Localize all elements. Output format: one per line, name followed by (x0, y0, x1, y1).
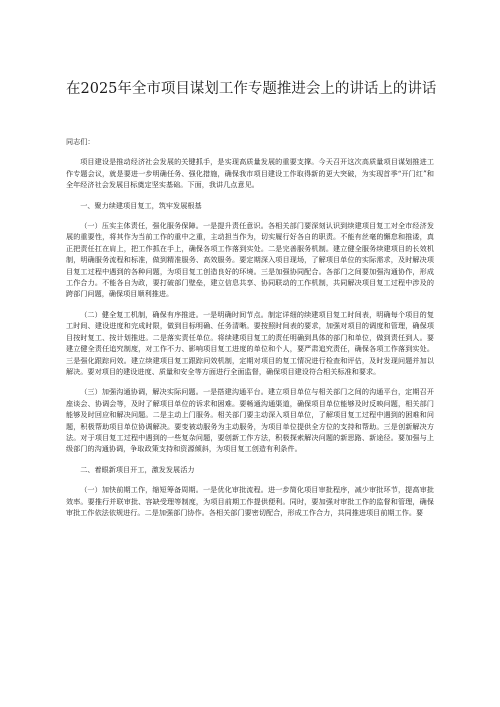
paragraph-intro: 项目建设是推动经济社会发展的关键抓手，是实现高质量发展的重要支撑。今天召开这次高质量项目谋划推进工作专题会议，就是要进一步明确任务、强化措施，确保我市项目建设工作取得新的更大突破，为实现首季“开门红”和全年经济社会发展目标奠定坚实基础。下面，我讲几点意见。 (66, 157, 434, 190)
section-heading-2: 二、着眼新项目开工，激发发展活力 (80, 464, 195, 474)
document-title: 在2025年全市项目谋划工作专题推进会上的讲话上的讲话 (66, 81, 437, 97)
paragraph-2-1: （一）加快前期工作，缩短筹备周期。一是优化审批流程。进一步简化项目审批程序，减少审批环节，提高审批效率。要推行并联审批、容缺受理等制度，为项目前期工作提供便利。同时，要加强对审批工作的监督和管理，确保审批工作依法依规进行。二是加强部门协作。各相关部门要密切配合，形成工作合力，共同推进项目前期工作。要 (66, 485, 434, 517)
paragraph-1-2: （二）健全复工机制，确保有序推进。一是明确时间节点。制定详细的续建项目复工时间表，明确每个项目的复工时间、建设进度和完成时限，做到目标明确、任务清晰。要按照时间表的要求，加强对项目的调度和管理，确保项目按时复工、按计划推进。二是落实责任单位。将续建项目复工的责任明确到具体的部门和单位，做到责任到人。要建立健全责任追究制度，对工作不力、影响项目复工进度的单位和个人，要严肃追究责任，确保各项工作落到实处。三是强化跟踪问效。建立续建项目复工跟踪问效机制，定期对项目的复工情况进行检查和评估，及时发现问题并加以解决。要对项目的建设进度、质量和安全等方面进行全面监督，确保项目建设符合相关标准和要求。 (66, 309, 434, 376)
paragraph-1-1: （一）压实主体责任，强化服务保障。一是提升责任意识。各相关部门要深刻认识到续建项目复工对全市经济发展的重要性，将其作为当前工作的重中之重，主动担当作为，切实履行好各自的职责。不能有丝毫的懈怠和推诿，真正把责任扛在肩上，把工作抓在手上，确保各项工作落到实处。二是完善服务机制。建立健全服务续建项目的长效机制，明确服务流程和标准，做到精准服务、高效服务。要定期深入项目现场，了解项目单位的实际需求，及时解决项目复工过程中遇到的各种问题，为项目复工创造良好的环境。三是加强协同配合。各部门之间要加强沟通协作，形成工作合力。不能各自为政，要打破部门壁垒，建立信息共享、协同联动的工作机制，共同解决项目复工过程中涉及的跨部门问题，确保项目顺利推进。 (66, 221, 434, 299)
salutation: 同志们： (66, 137, 95, 146)
section-heading-1: 一、聚力续建项目复工，筑牢发展根基 (80, 200, 202, 210)
paragraph-1-3: （三）加强沟通协调，解决实际问题。一是搭建沟通平台。建立项目单位与相关部门之间的沟通平台，定期召开座谈会、协调会等，及时了解项目单位的诉求和困难。要畅通沟通渠道，确保项目单位能够及时反映问题，相关部门能够及时回应和解决问题。二是主动上门服务。相关部门要主动深入项目单位，了解项目复工过程中遇到的困难和问题，积极帮助项目单位协调解决。要变被动服务为主动服务，为项目单位提供全方位的支持和帮助。三是创新解决方法。对于项目复工过程中遇到的一些复杂问题，要创新工作方法，积极探索解决问题的新思路、新途径。要加强与上级部门的沟通协调，争取政策支持和资源倾斜，为项目复工创造有利条件。 (66, 387, 434, 454)
document-body (66, 136, 434, 518)
